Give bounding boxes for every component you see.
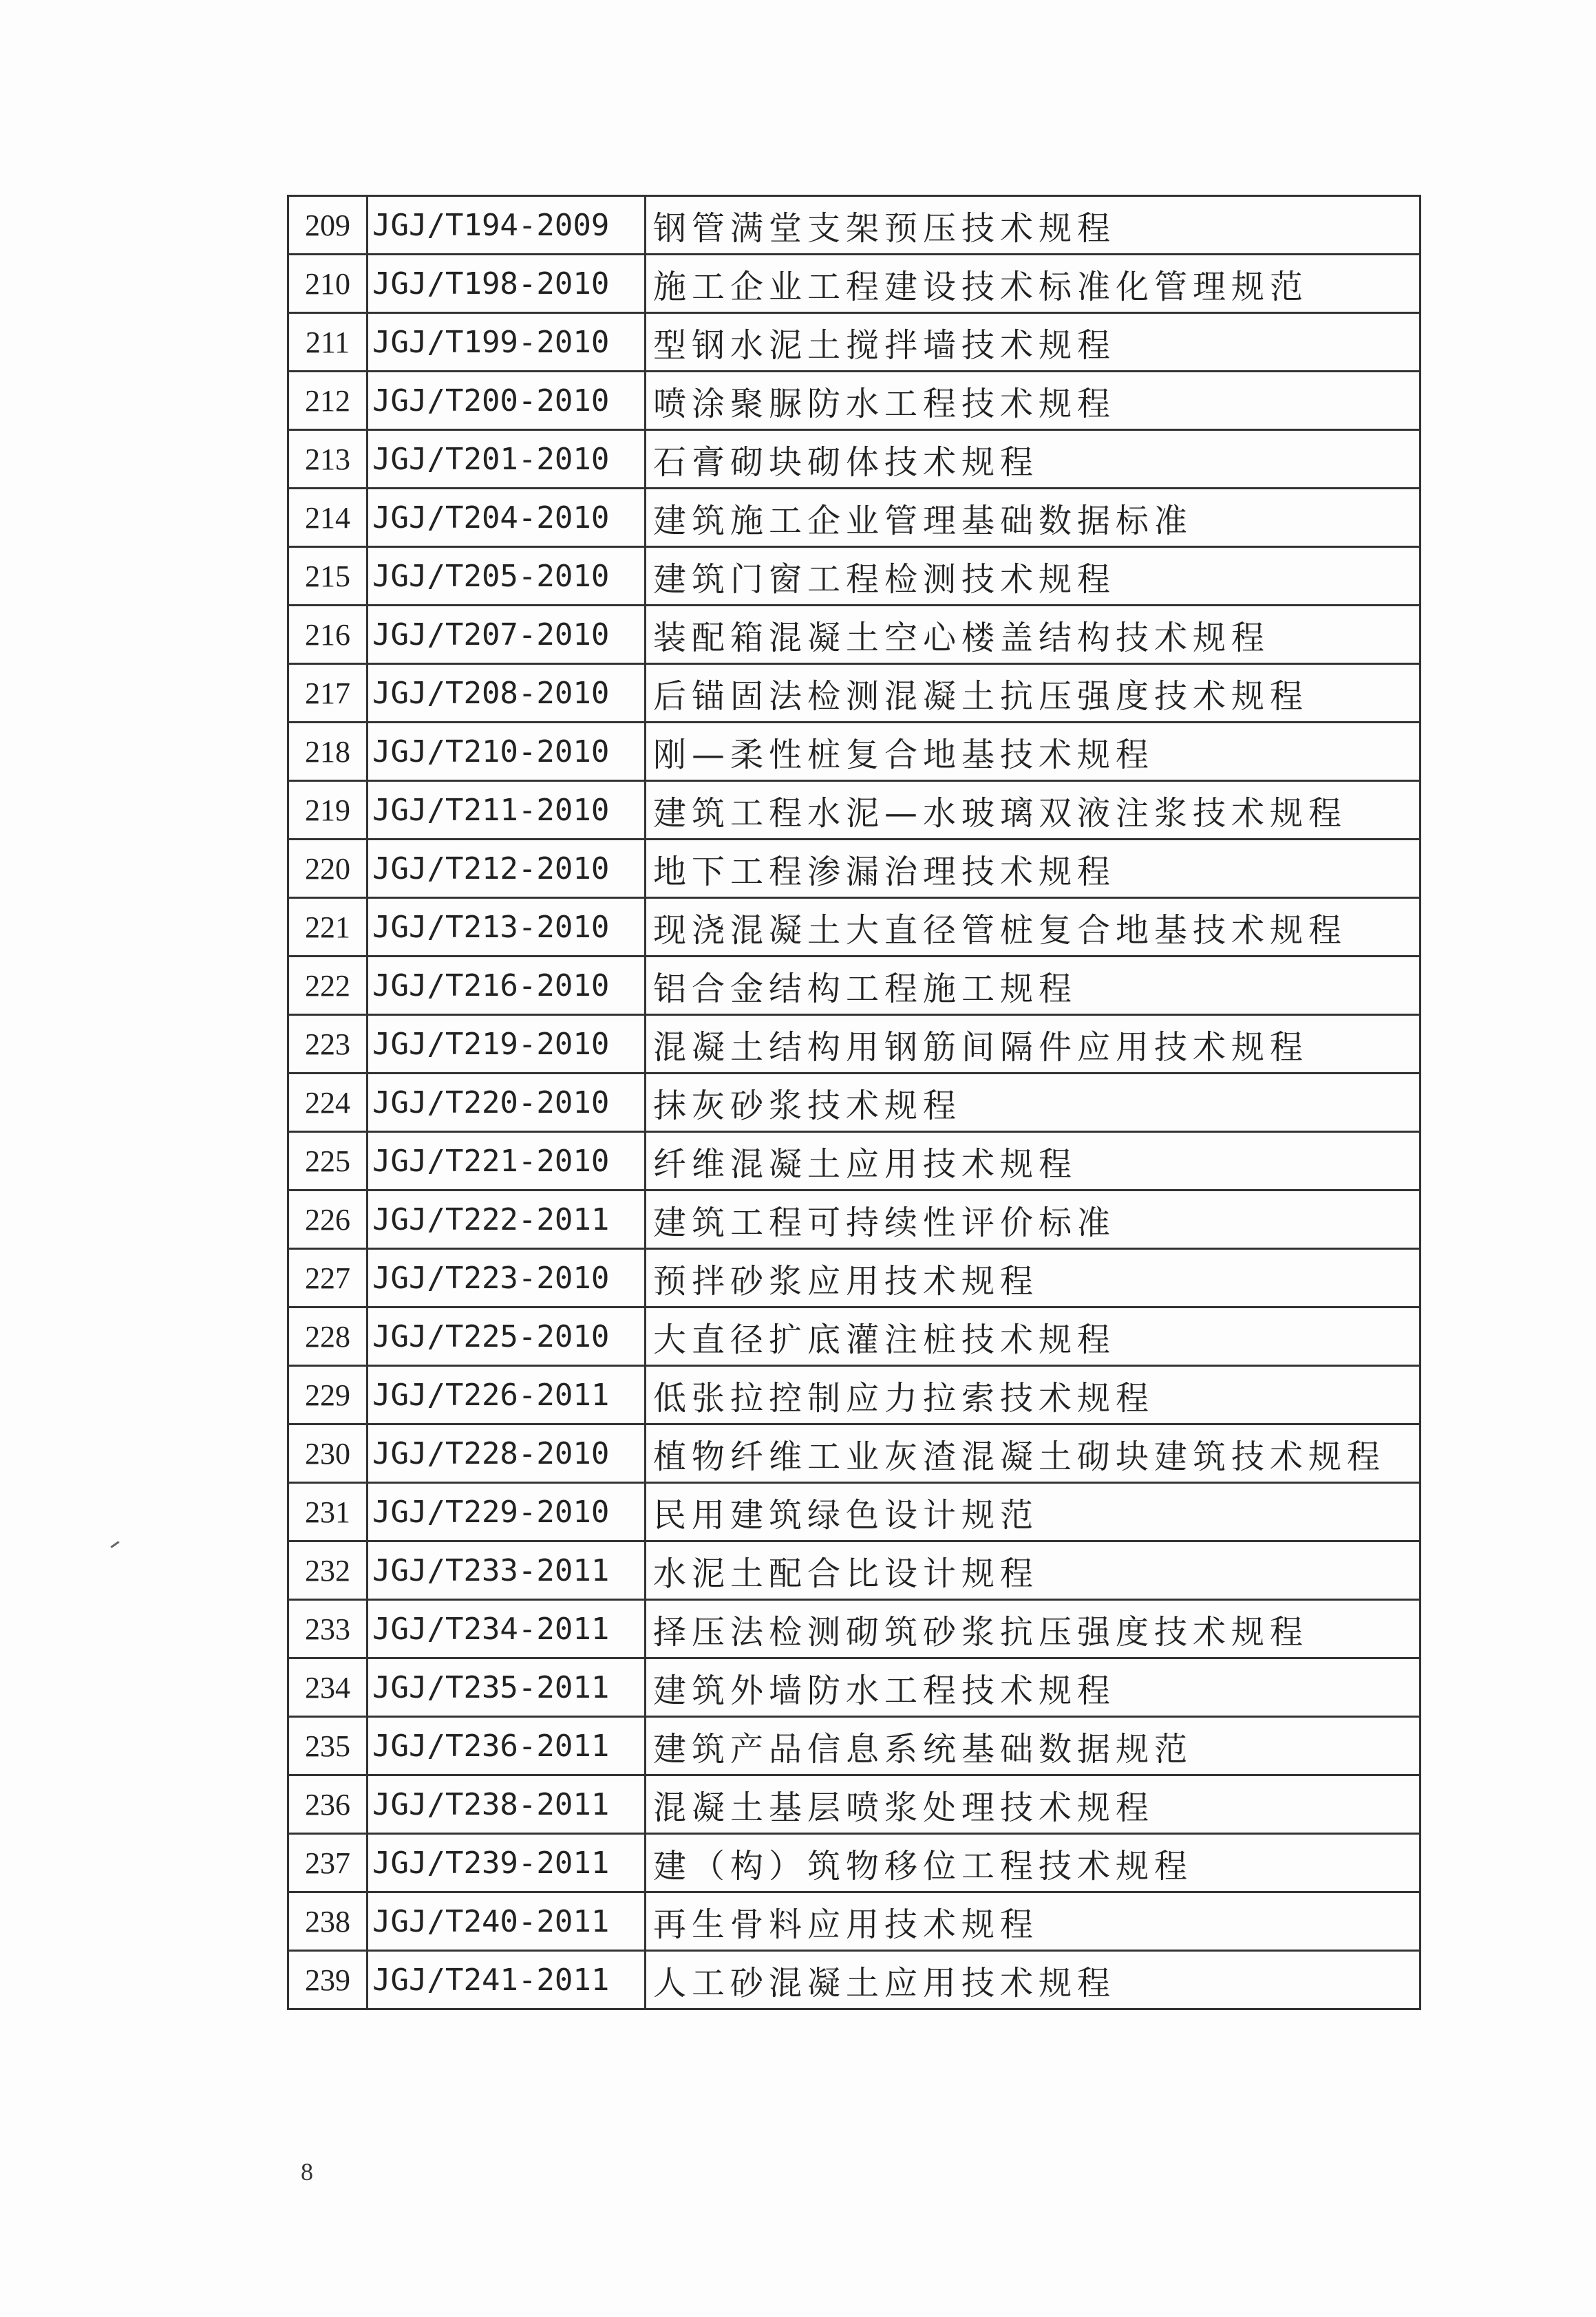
standard-name: 低张拉控制应力拉索技术规程 <box>646 1366 1421 1424</box>
standard-code: JGJ/T222-2011 <box>368 1190 646 1249</box>
standard-name: 人工砂混凝土应用技术规程 <box>646 1951 1421 2009</box>
table-row <box>288 1600 1421 1658</box>
standard-code: JGJ/T205-2010 <box>368 547 646 606</box>
row-number: 217 <box>288 664 368 723</box>
row-number: 210 <box>288 255 368 313</box>
standard-name: 建筑工程水泥—水玻璃双液注浆技术规程 <box>646 781 1421 840</box>
standard-name: 铝合金结构工程施工规程 <box>646 957 1421 1015</box>
standard-name: 钢管满堂支架预压技术规程 <box>646 196 1421 255</box>
standard-code: JGJ/T226-2011 <box>368 1366 646 1424</box>
table-row <box>288 1366 1421 1424</box>
row-number: 221 <box>288 898 368 957</box>
standard-name: 水泥土配合比设计规程 <box>646 1541 1421 1600</box>
standard-code: JGJ/T219-2010 <box>368 1015 646 1074</box>
row-number: 232 <box>288 1541 368 1600</box>
standard-code: JGJ/T201-2010 <box>368 430 646 489</box>
standard-name: 施工企业工程建设技术标准化管理规范 <box>646 255 1421 313</box>
standard-name: 建筑施工企业管理基础数据标准 <box>646 489 1421 547</box>
standard-code: JGJ/T210-2010 <box>368 723 646 781</box>
table-row <box>288 1249 1421 1307</box>
standard-code: JGJ/T229-2010 <box>368 1483 646 1541</box>
table-row <box>288 1658 1421 1717</box>
standard-code: JGJ/T198-2010 <box>368 255 646 313</box>
standard-code: JGJ/T241-2011 <box>368 1951 646 2009</box>
row-number: 211 <box>288 313 368 372</box>
standard-code: JGJ/T200-2010 <box>368 372 646 430</box>
table-row <box>288 1483 1421 1541</box>
standard-name: 混凝土结构用钢筋间隔件应用技术规程 <box>646 1015 1421 1074</box>
standard-code: JGJ/T233-2011 <box>368 1541 646 1600</box>
table-row <box>288 664 1421 723</box>
row-number: 216 <box>288 606 368 664</box>
standard-name: 型钢水泥土搅拌墙技术规程 <box>646 313 1421 372</box>
row-number: 220 <box>288 840 368 898</box>
table-row <box>288 1717 1421 1775</box>
row-number: 223 <box>288 1015 368 1074</box>
table-row <box>288 606 1421 664</box>
standard-name: 建筑工程可持续性评价标准 <box>646 1190 1421 1249</box>
standard-name: 纤维混凝土应用技术规程 <box>646 1132 1421 1190</box>
standard-code: JGJ/T225-2010 <box>368 1307 646 1366</box>
table-row <box>288 255 1421 313</box>
row-number: 234 <box>288 1658 368 1717</box>
standard-code: JGJ/T234-2011 <box>368 1600 646 1658</box>
standard-code: JGJ/T194-2009 <box>368 196 646 255</box>
table-row <box>288 313 1421 372</box>
standard-name: 石膏砌块砌体技术规程 <box>646 430 1421 489</box>
table-row <box>288 1834 1421 1892</box>
standards-table-body <box>288 196 1421 2009</box>
table-row <box>288 1424 1421 1483</box>
row-number: 225 <box>288 1132 368 1190</box>
table-row <box>288 1015 1421 1074</box>
row-number: 233 <box>288 1600 368 1658</box>
table-row <box>288 840 1421 898</box>
table-row <box>288 1541 1421 1600</box>
standard-name: 抹灰砂浆技术规程 <box>646 1074 1421 1132</box>
table-row <box>288 1190 1421 1249</box>
scan-speck <box>110 1541 119 1548</box>
row-number: 213 <box>288 430 368 489</box>
standard-name: 建筑门窗工程检测技术规程 <box>646 547 1421 606</box>
row-number: 212 <box>288 372 368 430</box>
table-row <box>288 489 1421 547</box>
standard-code: JGJ/T204-2010 <box>368 489 646 547</box>
standard-name: 混凝土基层喷浆处理技术规程 <box>646 1775 1421 1834</box>
table-row <box>288 547 1421 606</box>
standard-name: 植物纤维工业灰渣混凝土砌块建筑技术规程 <box>646 1424 1421 1483</box>
standard-code: JGJ/T199-2010 <box>368 313 646 372</box>
standards-table <box>287 195 1421 2010</box>
standard-name: 再生骨料应用技术规程 <box>646 1892 1421 1951</box>
standard-name: 装配箱混凝土空心楼盖结构技术规程 <box>646 606 1421 664</box>
standard-name: 预拌砂浆应用技术规程 <box>646 1249 1421 1307</box>
table-row <box>288 781 1421 840</box>
standard-code: JGJ/T223-2010 <box>368 1249 646 1307</box>
page-number: 8 <box>301 2158 313 2186</box>
table-row <box>288 1307 1421 1366</box>
table-row <box>288 196 1421 255</box>
standard-code: JGJ/T235-2011 <box>368 1658 646 1717</box>
standard-name: 大直径扩底灌注桩技术规程 <box>646 1307 1421 1366</box>
standard-code: JGJ/T207-2010 <box>368 606 646 664</box>
standard-code: JGJ/T220-2010 <box>368 1074 646 1132</box>
row-number: 239 <box>288 1951 368 2009</box>
row-number: 218 <box>288 723 368 781</box>
row-number: 226 <box>288 1190 368 1249</box>
standard-name: 建筑外墙防水工程技术规程 <box>646 1658 1421 1717</box>
standard-name: 后锚固法检测混凝土抗压强度技术规程 <box>646 664 1421 723</box>
standard-code: JGJ/T236-2011 <box>368 1717 646 1775</box>
row-number: 229 <box>288 1366 368 1424</box>
row-number: 222 <box>288 957 368 1015</box>
row-number: 231 <box>288 1483 368 1541</box>
standard-code: JGJ/T216-2010 <box>368 957 646 1015</box>
row-number: 228 <box>288 1307 368 1366</box>
standard-code: JGJ/T240-2011 <box>368 1892 646 1951</box>
row-number: 219 <box>288 781 368 840</box>
row-number: 235 <box>288 1717 368 1775</box>
table-row <box>288 723 1421 781</box>
standard-code: JGJ/T211-2010 <box>368 781 646 840</box>
table-row <box>288 957 1421 1015</box>
table-row <box>288 1074 1421 1132</box>
row-number: 236 <box>288 1775 368 1834</box>
row-number: 230 <box>288 1424 368 1483</box>
row-number: 238 <box>288 1892 368 1951</box>
standard-code: JGJ/T221-2010 <box>368 1132 646 1190</box>
standard-name: 建（构）筑物移位工程技术规程 <box>646 1834 1421 1892</box>
table-row <box>288 372 1421 430</box>
standard-code: JGJ/T212-2010 <box>368 840 646 898</box>
table-row <box>288 898 1421 957</box>
row-number: 224 <box>288 1074 368 1132</box>
standard-code: JGJ/T239-2011 <box>368 1834 646 1892</box>
standard-code: JGJ/T213-2010 <box>368 898 646 957</box>
row-number: 214 <box>288 489 368 547</box>
table-row <box>288 1892 1421 1951</box>
standard-name: 现浇混凝土大直径管桩复合地基技术规程 <box>646 898 1421 957</box>
standard-name: 喷涂聚脲防水工程技术规程 <box>646 372 1421 430</box>
row-number: 237 <box>288 1834 368 1892</box>
standard-code: JGJ/T228-2010 <box>368 1424 646 1483</box>
table-row <box>288 430 1421 489</box>
standard-name: 地下工程渗漏治理技术规程 <box>646 840 1421 898</box>
standard-name: 刚—柔性桩复合地基技术规程 <box>646 723 1421 781</box>
standard-code: JGJ/T238-2011 <box>368 1775 646 1834</box>
table-row <box>288 1951 1421 2009</box>
standard-name: 建筑产品信息系统基础数据规范 <box>646 1717 1421 1775</box>
row-number: 209 <box>288 196 368 255</box>
table-row <box>288 1132 1421 1190</box>
row-number: 215 <box>288 547 368 606</box>
standard-name: 择压法检测砌筑砂浆抗压强度技术规程 <box>646 1600 1421 1658</box>
table-row <box>288 1775 1421 1834</box>
standard-name: 民用建筑绿色设计规范 <box>646 1483 1421 1541</box>
standard-code: JGJ/T208-2010 <box>368 664 646 723</box>
row-number: 227 <box>288 1249 368 1307</box>
